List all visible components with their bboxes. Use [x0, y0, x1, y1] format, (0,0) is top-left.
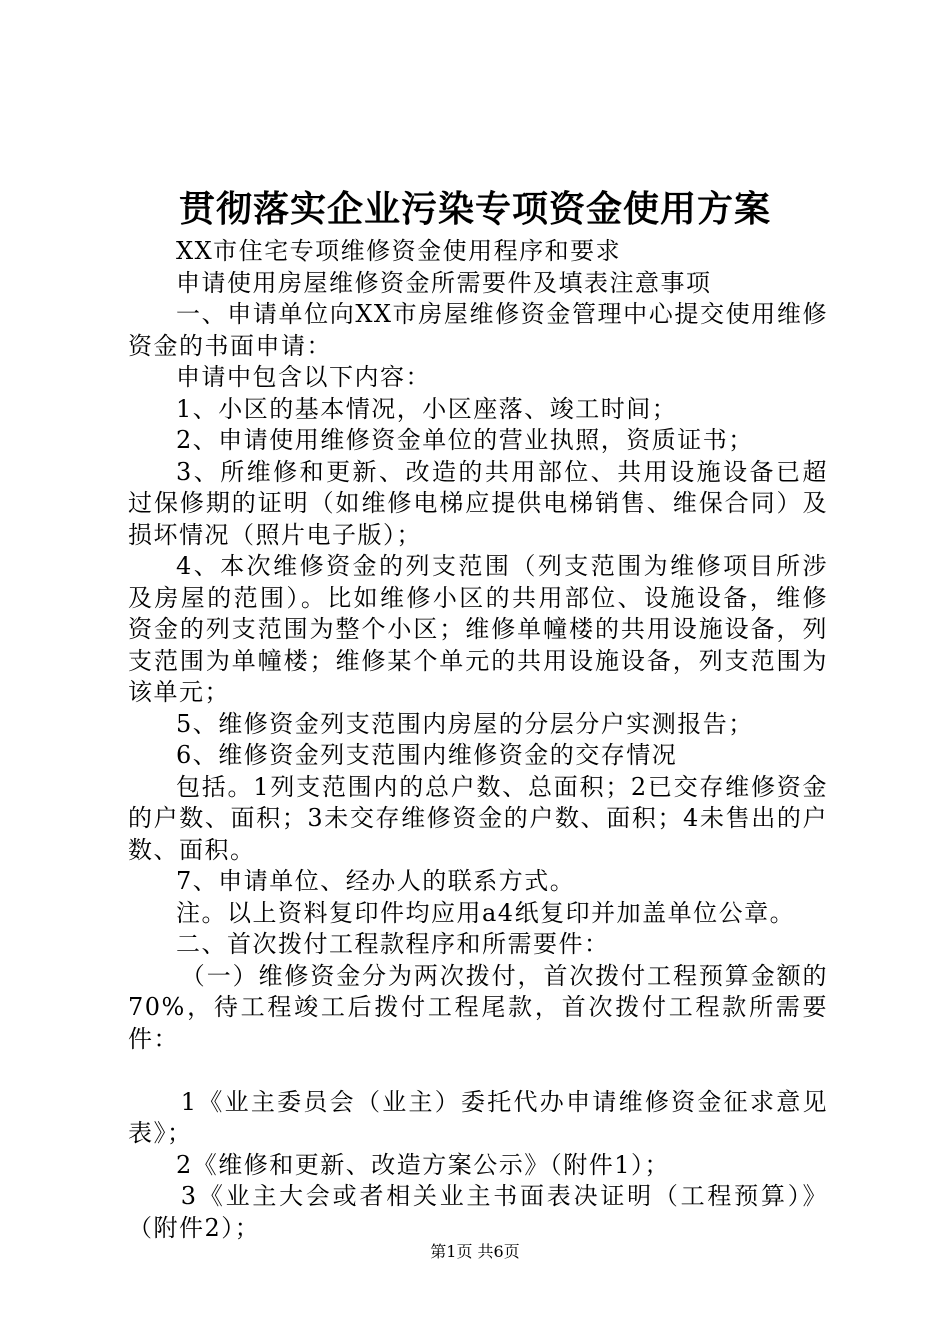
paragraph: 申请中包含以下内容： — [176, 363, 431, 391]
paragraph: 二、首次拨付工程款程序和所需要件： — [176, 930, 610, 958]
document-body — [128, 236, 828, 1244]
paragraph: 一、申请单位向XX市房屋维修资金管理中心提交使用维修资金的书面申请： — [128, 300, 828, 360]
paragraph: 1《业主委员会（业主）委托代办申请维修资金征求意见表》； — [128, 1087, 828, 1147]
paragraph: 2、申请使用维修资金单位的营业执照，资质证书； — [176, 426, 754, 454]
paragraph: 2《维修和更新、改造方案公示》（附件1）； — [176, 1150, 671, 1179]
paragraph: 申请使用房屋维修资金所需要件及填表注意事项 — [176, 268, 712, 297]
paragraph: 包括。1列支范围内的总户数、总面积；2已交存维修资金的户数、面积；3未交存维修资金的户数、面积；4未售出的户数、面积。 — [128, 772, 828, 864]
paragraph: （一）维修资金分为两次拨付，首次拨付工程预算金额的70%，待工程竣工后拨付工程尾款，首次拨付工程款所需要件： — [128, 961, 828, 1053]
blank-line — [128, 1055, 828, 1087]
paragraph: XX市住宅专项维修资金使用程序和要求 — [176, 237, 622, 265]
paragraph: 4、本次维修资金的列支范围（列支范围为维修项目所涉及房屋的范围）。比如维修小区的共用部位、设施设备，维修资金的列支范围为整个小区；维修单幢楼的共用设施设备，列支范围为单幢楼；维修某个单元的共用设施设备，列支范围为该单元； — [128, 552, 828, 706]
paragraph: 注。以上资料复印件均应用a4纸复印并加盖单位公章。 — [176, 898, 796, 927]
paragraph: 1、小区的基本情况，小区座落、竣工时间； — [176, 394, 678, 423]
paragraph: 7、申请单位、经办人的联系方式。 — [176, 867, 576, 895]
paragraph: 6、维修资金列支范围内维修资金的交存情况 — [176, 741, 678, 769]
page-footer: 第1页 共6页 — [430, 1242, 520, 1261]
paragraph: 3、所维修和更新、改造的共用部位、共用设施设备已超过保修期的证明（如维修电梯应提供电梯销售、维保合同）及损坏情况（照片电子版）； — [128, 457, 828, 549]
paragraph: 3《业主大会或者相关业主书面表决证明（工程预算）》（附件2）； — [128, 1182, 828, 1242]
paragraph: 5、维修资金列支范围内房屋的分层分户实测报告； — [176, 709, 754, 738]
document-title: 贯彻落实企业污染专项资金使用方案 — [178, 188, 771, 230]
